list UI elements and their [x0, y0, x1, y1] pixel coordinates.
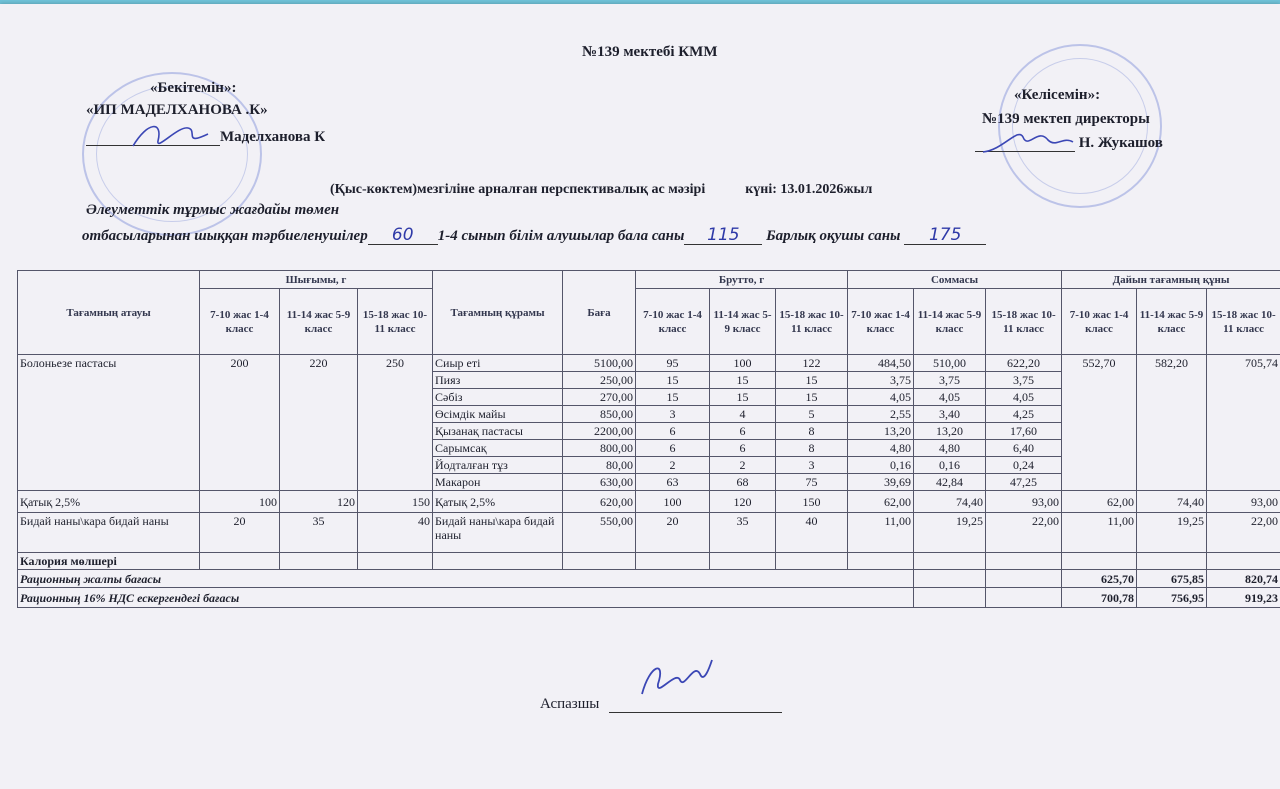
ingredient-sum: 510,00	[914, 355, 986, 372]
ingredient-sum: 622,20	[986, 355, 1062, 372]
ready-cost: 11,00	[1062, 513, 1137, 553]
agree-signature-icon	[978, 122, 1078, 162]
ingredient-name: Өсімдік майы	[433, 406, 563, 423]
approve-signature-icon	[128, 116, 218, 156]
ingredient-name: Йодталған тұз	[433, 457, 563, 474]
vat-label: Рационның 16% НДС ескергендегі бағасы	[18, 588, 914, 608]
ready-cost: 19,25	[1137, 513, 1207, 553]
dish-output: 150	[358, 491, 433, 513]
ready-cost: 93,00	[1207, 491, 1280, 513]
ingredient-sum: 74,40	[914, 491, 986, 513]
ready-cost: 22,00	[1207, 513, 1280, 553]
approve-organization: «ИП МАДЕЛХАНОВА .К»	[86, 102, 268, 118]
cook-label: Аспазшы	[540, 696, 600, 712]
social-line-2	[82, 226, 986, 245]
total-value: 625,70	[1062, 570, 1137, 588]
header-output-age-3: 15-18 жас 10-11 класс	[358, 289, 433, 355]
ingredient-name: Сарымсақ	[433, 440, 563, 457]
ingredient-sum: 3,75	[986, 372, 1062, 389]
ingredient-gross: 100	[710, 355, 776, 372]
menu-table	[17, 270, 1280, 608]
agree-signer-name: Н. Жукашов	[1078, 135, 1163, 151]
ingredient-gross: 8	[776, 423, 848, 440]
dish-output: 120	[280, 491, 358, 513]
header-ready-age-1: 7-10 жас 1-4 класс	[1062, 289, 1137, 355]
vat-value: 700,78	[1062, 588, 1137, 608]
header-sum-age-2: 11-14 жас 5-9 класс	[914, 289, 986, 355]
ingredient-price: 850,00	[563, 406, 636, 423]
calories-label: Калория мөлшері	[18, 553, 200, 570]
social-line-2c: Барлық оқушы саны	[766, 228, 901, 244]
header-gross-age-3: 15-18 жас 10-11 класс	[776, 289, 848, 355]
ingredient-gross: 100	[636, 491, 710, 513]
vat-value: 756,95	[1137, 588, 1207, 608]
social-line-2b: 1-4 сынып білім алушылар бала саны	[437, 228, 685, 244]
ingredient-gross: 6	[636, 423, 710, 440]
header-gross-age-2: 11-14 жас 5-9 класс	[710, 289, 776, 355]
ingredient-name: Пияз	[433, 372, 563, 389]
vat-row	[18, 588, 1280, 608]
social-line-1: Әлеуметтік тұрмыс жағдайы төмен	[86, 202, 340, 218]
ingredient-price: 2200,00	[563, 423, 636, 440]
ingredient-sum: 4,80	[848, 440, 914, 457]
ingredient-sum: 22,00	[986, 513, 1062, 553]
dish-name: Бидай наны\кара бидай наны	[18, 513, 200, 553]
ingredient-name: Сәбіз	[433, 389, 563, 406]
dish-output: 250	[358, 355, 433, 491]
ingredient-price: 250,00	[563, 372, 636, 389]
ingredient-gross: 95	[636, 355, 710, 372]
ingredient-sum: 17,60	[986, 423, 1062, 440]
ready-cost: 582,20	[1137, 355, 1207, 491]
ingredient-gross: 15	[636, 372, 710, 389]
ingredient-sum: 4,05	[848, 389, 914, 406]
ingredient-sum: 484,50	[848, 355, 914, 372]
ingredient-gross: 20	[636, 513, 710, 553]
ingredient-price: 5100,00	[563, 355, 636, 372]
dish-output: 20	[200, 513, 280, 553]
table-row	[18, 491, 1280, 513]
header-dish: Тағамның атауы	[18, 271, 200, 355]
ready-cost: 62,00	[1062, 491, 1137, 513]
header-sum-age-1: 7-10 жас 1-4 класс	[848, 289, 914, 355]
ingredient-price: 80,00	[563, 457, 636, 474]
ingredient-name: Қатық 2,5%	[433, 491, 563, 513]
header-ready-age-3: 15-18 жас 10-11 класс	[1207, 289, 1280, 355]
menu-title-text: (Қыс-көктем)мезгіліне арналған перспективалық ас мәзірі	[330, 182, 706, 197]
table-row	[18, 355, 1280, 372]
ingredient-sum: 0,16	[914, 457, 986, 474]
ingredient-sum: 6,40	[986, 440, 1062, 457]
ingredient-name: Сиыр еті	[433, 355, 563, 372]
ingredient-gross: 15	[710, 372, 776, 389]
ingredient-gross: 63	[636, 474, 710, 491]
header-gross-age-1: 7-10 жас 1-4 класс	[636, 289, 710, 355]
ingredient-gross: 5	[776, 406, 848, 423]
header-composition: Тағамның құрамы	[433, 271, 563, 355]
ingredient-gross: 122	[776, 355, 848, 372]
ingredient-sum: 3,75	[914, 372, 986, 389]
ingredient-gross: 4	[710, 406, 776, 423]
document-sheet	[0, 4, 1280, 789]
ingredient-gross: 6	[710, 440, 776, 457]
ingredient-gross: 2	[710, 457, 776, 474]
ready-cost: 74,40	[1137, 491, 1207, 513]
header-sum: Соммасы	[848, 271, 1062, 289]
ingredient-sum: 13,20	[848, 423, 914, 440]
dish-output: 200	[200, 355, 280, 491]
ingredient-sum: 47,25	[986, 474, 1062, 491]
ingredient-gross: 35	[710, 513, 776, 553]
dish-output: 40	[358, 513, 433, 553]
agree-organization: №139 мектеп директоры	[982, 111, 1150, 127]
ingredient-sum: 42,84	[914, 474, 986, 491]
document-title: №139 мектебі КММ	[582, 44, 718, 60]
ingredient-sum: 62,00	[848, 491, 914, 513]
ingredient-name: Бидай наны\кара бидай наны	[433, 513, 563, 553]
ingredient-sum: 0,16	[848, 457, 914, 474]
ingredient-name: Қызанақ пастасы	[433, 423, 563, 440]
total-row	[18, 570, 1280, 588]
dish-output: 100	[200, 491, 280, 513]
ingredient-gross: 8	[776, 440, 848, 457]
total-value: 675,85	[1137, 570, 1207, 588]
ingredient-sum: 4,25	[986, 406, 1062, 423]
total-count: 175	[904, 226, 986, 245]
ingredient-gross: 15	[776, 372, 848, 389]
header-gross: Брутто, г	[636, 271, 848, 289]
ingredient-price: 620,00	[563, 491, 636, 513]
table-row	[18, 513, 1280, 553]
header-output: Шығымы, г	[200, 271, 433, 289]
ready-cost: 552,70	[1062, 355, 1137, 491]
ingredient-gross: 3	[776, 457, 848, 474]
vat-value: 919,23	[1207, 588, 1280, 608]
ingredient-sum: 13,20	[914, 423, 986, 440]
ingredient-gross: 6	[710, 423, 776, 440]
ingredient-gross: 75	[776, 474, 848, 491]
ingredient-sum: 2,55	[848, 406, 914, 423]
ingredient-sum: 3,75	[848, 372, 914, 389]
approve-heading: «Бекітемін»:	[150, 80, 237, 96]
ingredient-sum: 4,05	[986, 389, 1062, 406]
total-value: 820,74	[1207, 570, 1280, 588]
cook-signature-icon	[636, 654, 716, 704]
ingredient-gross: 40	[776, 513, 848, 553]
ingredient-gross: 6	[636, 440, 710, 457]
header-output-age-1: 7-10 жас 1-4 класс	[200, 289, 280, 355]
approve-signer-name: Маделханова К	[220, 129, 326, 145]
ingredient-sum: 93,00	[986, 491, 1062, 513]
social-line-2a: отбасыларынан шыққан тәрбиеленушілер	[82, 228, 368, 244]
ingredient-sum: 3,40	[914, 406, 986, 423]
social-count: 60	[368, 226, 438, 245]
ready-cost: 705,74	[1207, 355, 1280, 491]
ingredient-gross: 3	[636, 406, 710, 423]
header-ready: Дайын тағамның құны	[1062, 271, 1280, 289]
header-output-age-2: 11-14 жас 5-9 класс	[280, 289, 358, 355]
ingredient-gross: 15	[710, 389, 776, 406]
header-sum-age-3: 15-18 жас 10-11 класс	[986, 289, 1062, 355]
ingredient-price: 550,00	[563, 513, 636, 553]
ingredient-sum: 11,00	[848, 513, 914, 553]
header-ready-age-2: 11-14 жас 5-9 класс	[1137, 289, 1207, 355]
ingredient-price: 630,00	[563, 474, 636, 491]
agree-heading: «Келісемін»:	[1014, 87, 1101, 103]
ingredient-gross: 2	[636, 457, 710, 474]
ingredient-gross: 150	[776, 491, 848, 513]
menu-date: күні: 13.01.2026жыл	[745, 182, 873, 197]
ingredient-price: 270,00	[563, 389, 636, 406]
ingredient-name: Макарон	[433, 474, 563, 491]
grade-count: 115	[684, 226, 762, 245]
ingredient-sum: 0,24	[986, 457, 1062, 474]
dish-output: 35	[280, 513, 358, 553]
dish-name: Қатық 2,5%	[18, 491, 200, 513]
ingredient-sum: 39,69	[848, 474, 914, 491]
ingredient-gross: 120	[710, 491, 776, 513]
ingredient-gross: 15	[636, 389, 710, 406]
ingredient-gross: 68	[710, 474, 776, 491]
dish-output: 220	[280, 355, 358, 491]
ingredient-price: 800,00	[563, 440, 636, 457]
dish-name: Болоньезе пастасы	[18, 355, 200, 491]
menu-title	[330, 182, 872, 198]
ingredient-sum: 19,25	[914, 513, 986, 553]
total-label: Рационның жалпы бағасы	[18, 570, 914, 588]
ingredient-sum: 4,05	[914, 389, 986, 406]
ingredient-sum: 4,80	[914, 440, 986, 457]
ingredient-gross: 15	[776, 389, 848, 406]
calories-row	[18, 553, 1280, 570]
header-price: Баға	[563, 271, 636, 355]
